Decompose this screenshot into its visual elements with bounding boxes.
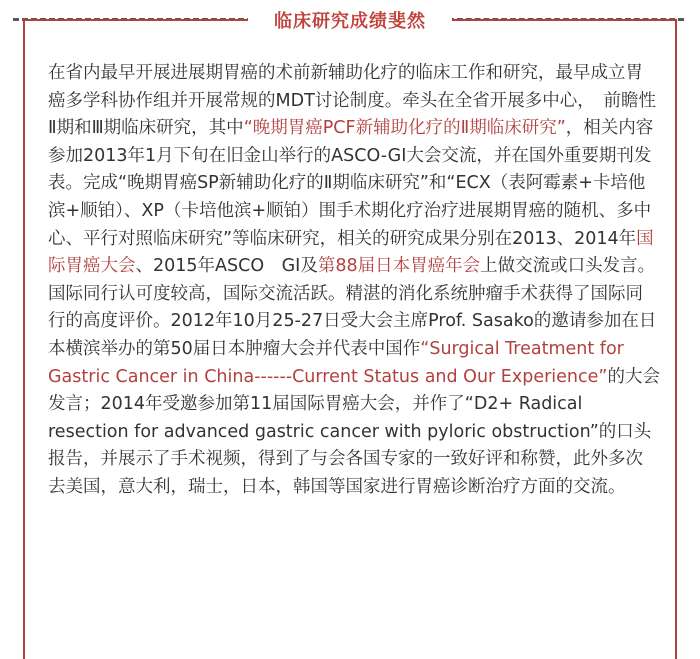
section-header <box>248 5 452 35</box>
paragraph-text: 上做交流或口头发言。 <box>480 256 656 277</box>
article-body <box>48 60 660 502</box>
highlight-talk-title: “Surgical Treatment for Gastric Cancer in China------Current Status and Our Experience” <box>48 338 624 387</box>
paragraph-text: 国际同行认可度较高，国际交流活跃。精湛的消化系统肿瘤手术获得了国际同行的高度评价。2012年10月25-27日受大会主席Prof. Sasako的邀请参加在日本横滨举办的第50届日本肿瘤大会并代表中国作 <box>48 283 657 359</box>
paragraph-text: 的大会发言；2014年受邀参加第11届国际胃癌大会，并作了“D2+ Radical resection for advanced gastric cancer with pyloric obstruction”的口头报告，并展示了手术视频，得到了与会各国专家的一致好评和称赞，此外多次去美国，意大利，瑞士，日本，韩国等国家进行胃癌诊断治疗方面的交流。 <box>48 366 660 497</box>
paragraph-text: 在省内最早开展进展期胃癌的术前新辅助化疗的临床工作和研究，最早成立胃癌多学科协作组并开展常规的MDT讨论制度。牵头在全省开展多中心， 前瞻性Ⅱ期和Ⅲ期临床研究，其中 <box>48 63 657 139</box>
section-title: 临床研究成绩斐然 <box>274 11 426 32</box>
paragraph-international-exchange <box>48 281 660 502</box>
highlight-gastric-congress: 国际胃癌大会 <box>48 228 654 277</box>
highlight-japan-meeting: 第88届日本胃癌年会 <box>317 256 481 277</box>
paragraph-text: 、2015年ASCO GI及 <box>135 256 318 277</box>
highlight-pcf-study: “晚期胃癌PCF新辅助化疗的Ⅱ期临床研究” <box>243 118 566 139</box>
paragraph-clinical-research <box>48 60 660 281</box>
paragraph-text: ，相关内容参加2013年1月下旬在旧金山举行的ASCO-GI大会交流，并在国外重要期刊发表。完成“晚期胃癌SP新辅助化疗的Ⅱ期临床研究”和“ECX（表阿霉素+卡培他滨+顺铂）、XP（卡培他滨+顺铂）围手术期化疗治疗进展期胃癌的随机、多中心、平行对照临床研究”等临床研究，相关的研究成果分别在2013、2014年 <box>48 118 654 249</box>
